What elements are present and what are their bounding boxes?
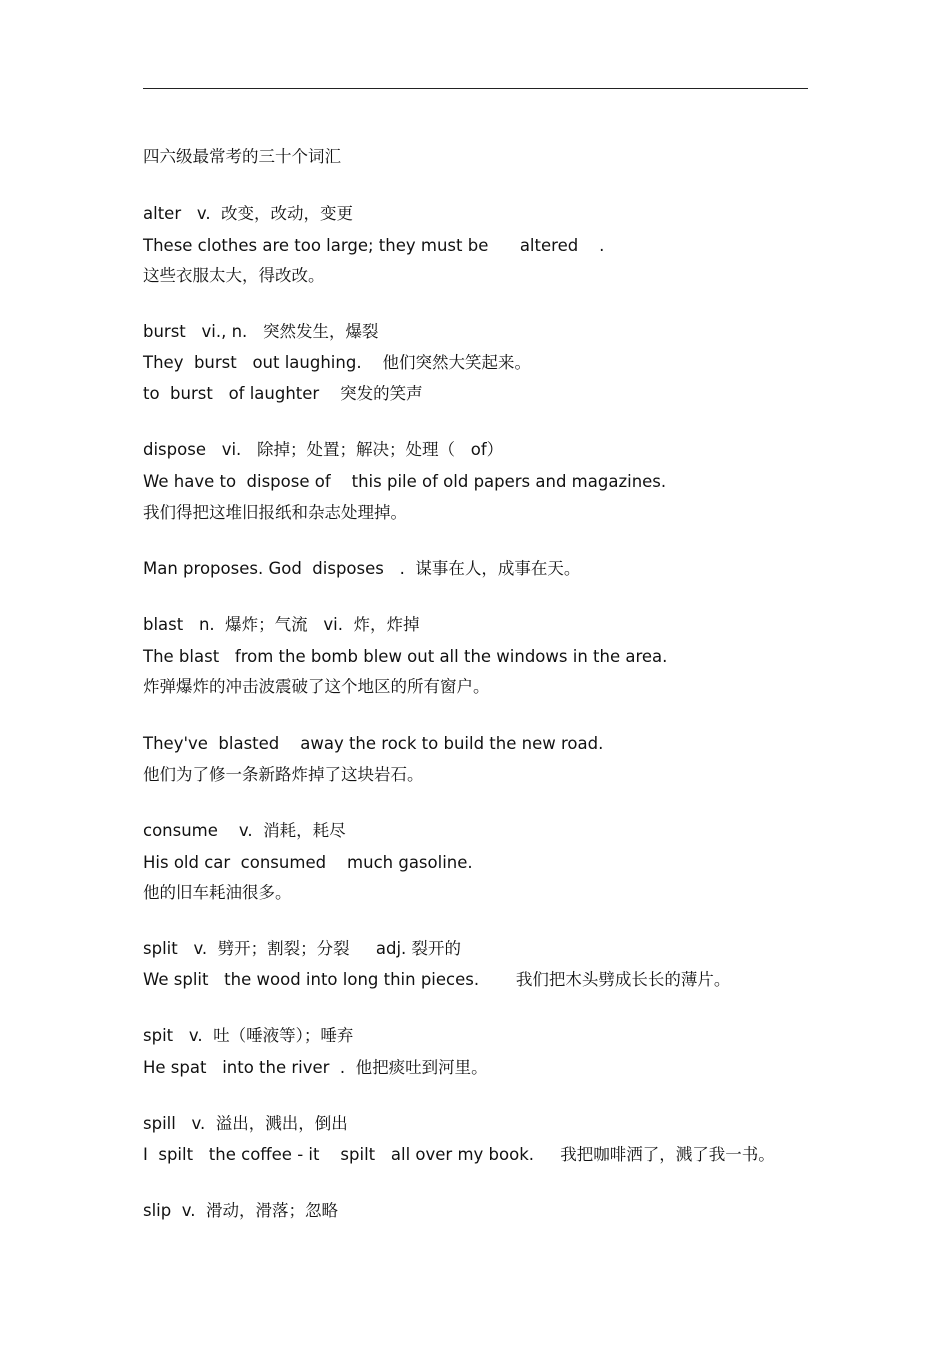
example-sentence: We split the wood into long thin pieces. 我们把木头劈成长长的薄片。	[143, 970, 731, 989]
example-sentence: He spat into the river . 他把痰吐到河里。	[143, 1058, 488, 1077]
entry-headword: dispose vi. 除掉；处置；解决；处理（ of）	[143, 440, 504, 459]
entry-headword: slip v. 滑动，滑落；忽略	[143, 1201, 338, 1220]
translation: 炸弹爆炸的冲击波震破了这个地区的所有窗户。	[143, 677, 490, 696]
example-sentence: The blast from the bomb blew out all the windows in the area.	[143, 647, 668, 666]
example-sentence: I spilt the coffee - it spilt all over my book. 我把咖啡洒了，溅了我一书。	[143, 1145, 775, 1164]
entry-headword: split v. 劈开；割裂；分裂 adj. 裂开的	[143, 939, 462, 958]
header-rule	[143, 88, 808, 89]
example-sentence: We have to dispose of this pile of old papers and magazines.	[143, 472, 667, 491]
example-sentence: His old car consumed much gasoline.	[143, 853, 473, 872]
entry-headword: spit v. 吐（唾液等）；唾弃	[143, 1026, 354, 1045]
example-sentence: Man proposes. God disposes . 谋事在人，成事在天。	[143, 559, 581, 578]
entry-headword: alter v. 改变，改动，变更	[143, 204, 354, 223]
entry-headword: spill v. 溢出，溅出，倒出	[143, 1114, 348, 1133]
example-sentence: to burst of laughter 突发的笑声	[143, 384, 423, 403]
example-sentence: They burst out laughing. 他们突然大笑起来。	[143, 353, 532, 372]
translation: 他们为了修一条新路炸掉了这块岩石。	[143, 765, 424, 784]
example-sentence: These clothes are too large; they must be altered .	[143, 236, 605, 255]
entry-headword: blast n. 爆炸；气流 vi. 炸，炸掉	[143, 615, 420, 634]
document-title: 四六级最常考的三十个词汇	[143, 147, 341, 166]
example-sentence: They've blasted away the rock to build the new road.	[143, 734, 604, 753]
translation: 我们得把这堆旧报纸和杂志处理掉。	[143, 503, 407, 522]
entry-headword: consume v. 消耗，耗尽	[143, 821, 346, 840]
translation: 他的旧车耗油很多。	[143, 883, 292, 902]
translation: 这些衣服太大，得改改。	[143, 266, 325, 285]
entry-headword: burst vi., n. 突然发生，爆裂	[143, 322, 379, 341]
